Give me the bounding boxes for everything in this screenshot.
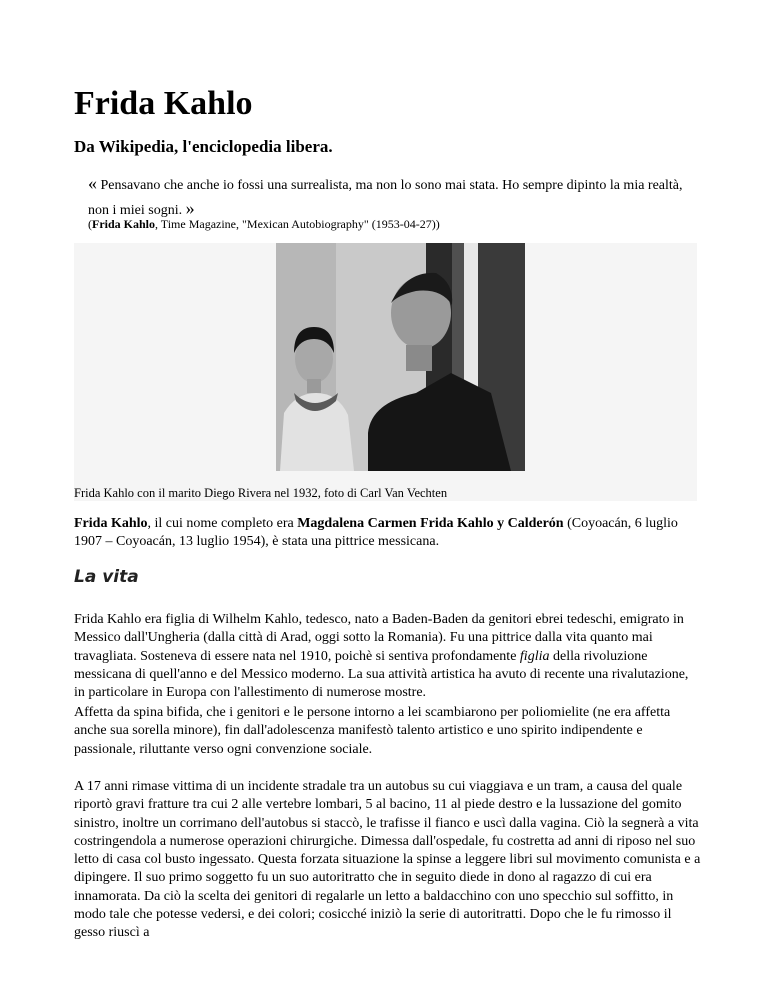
paragraph-text: della rivoluzione messicana di quell'anno e del Messico moderno. La sua attività artistica ha avuto di recente una rivalutazione, in particolare in Europa con l'allestimento di numerose mostre.	[74, 648, 689, 701]
quote-citation	[88, 215, 698, 233]
paragraph-emphasis: figlia	[519, 648, 550, 664]
intro-text-2: (Coyoacán, 6 luglio 1907 – Coyoacán, 13 luglio 1954), è stata una pittrice messicana.	[74, 516, 678, 549]
quote-close-mark: »	[185, 198, 195, 218]
paragraph	[74, 611, 702, 702]
intro-full-name: Magdalena Carmen Frida Kahlo y Calderón	[297, 516, 564, 531]
cite-author: Frida Kahlo	[92, 217, 156, 231]
page-title: Frida Kahlo	[74, 85, 253, 122]
intro-text-1: , il cui nome completo era	[147, 516, 298, 531]
figure	[74, 243, 697, 501]
quote-open-mark: «	[88, 173, 97, 193]
quote-text: Pensavano che anche io fossi una surrealista, ma non lo sono mai stata. Ho sempre dipinto la mia realtà, non i miei sogni.	[88, 178, 683, 218]
portrait-photo	[276, 243, 525, 471]
photo-illustration	[276, 243, 525, 471]
cite-open: (	[88, 217, 92, 231]
paragraph-text: Frida Kahlo era figlia di Wilhelm Kahlo, tedesco, nato a Baden-Baden da genitori ebrei tedeschi, emigrato in Messico dall'Ungheria (dalla città di Arad, oggi sotto la Romania). Fu una pittrice dalla vita quanto mai travagliata. Sosteneva di essere nata nel 1910, poichè si sentiva profondamente	[74, 612, 684, 664]
figure-caption: Frida Kahlo con il marito Diego Rivera nel 1932, foto di Carl Van Vechten	[74, 486, 448, 500]
cite-close: )	[435, 217, 440, 231]
page-subtitle: Da Wikipedia, l'enciclopedia libera.	[74, 137, 333, 156]
paragraph: A 17 anni rimase vittima di un incidente stradale tra un autobus su cui viaggiava e un tram, a causa del quale riportò gravi fratture tra cui 2 alle vertebre lombari, 5 al bacino, 11 al piede destro e la lussazione del gomito sinistro, inoltre un corrimano dell'autobus si staccò, le trafisse il fianco e uscì dalla vagina. Ciò la segnerà a vita costringendola a numerose operazioni chirurgiche. Dimessa dall'ospedale, fu costretta ad anni di riposo nel suo letto di casa col busto ingessato. Questa forzata situazione la spinse a leggere libri sul movimento comunista e a dipingere. Il suo primo soggetto fu un suo autoritratto che in seguito diede in dono al ragazzo di cui era innamorata. Da ciò la scelta dei genitori di regalarle un letto a baldacchino con uno specchio sul soffitto, in modo tale che potesse vedersi, e dei colori; cosicché iniziò la serie di autoritratti. Dopo che le fu rimosso il gesso riuscì a	[74, 779, 701, 941]
paragraph: Affetta da spina bifida, che i genitori e le persone intorno a lei scambiarono per poliomielite (ne era affetta anche sua sorella minore), fin dall'adolescenza manifestò talento artistico e uno spirito indipendente e passionale, riluttante verso ogni convenzione sociale.	[74, 705, 671, 757]
cite-source: , Time Magazine, "Mexican Autobiography" (1953-04-27)	[155, 217, 436, 231]
intro-paragraph	[74, 515, 699, 551]
intro-name: Frida Kahlo	[74, 516, 148, 531]
section-heading: La vita	[74, 567, 139, 587]
